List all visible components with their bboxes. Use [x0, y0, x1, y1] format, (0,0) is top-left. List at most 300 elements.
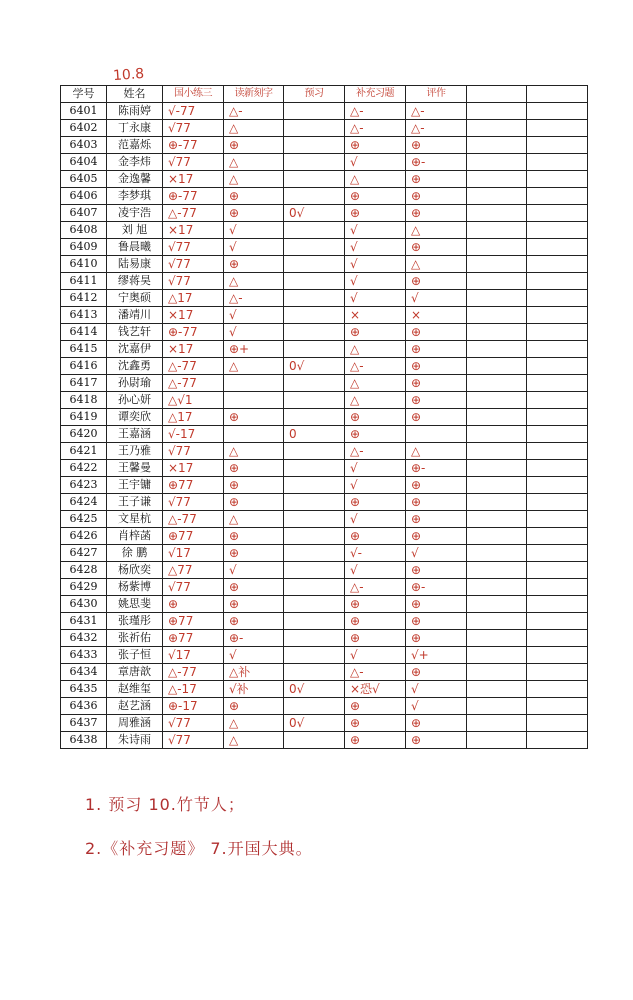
grade-mark [527, 307, 588, 324]
grade-mark: √77 [163, 579, 224, 596]
grade-mark [224, 426, 284, 443]
grade-mark: ⊕77 [163, 613, 224, 630]
grade-mark [527, 715, 588, 732]
grade-mark [527, 562, 588, 579]
grade-mark: √17 [163, 545, 224, 562]
table-row [61, 358, 588, 375]
grade-mark [467, 681, 527, 698]
grade-mark: △- [345, 358, 406, 375]
grade-mark: √ [345, 256, 406, 273]
student-name: 王嘉涵 [107, 426, 163, 443]
grade-mark [284, 137, 345, 154]
table-row [61, 375, 588, 392]
grade-mark [284, 477, 345, 494]
table-row [61, 409, 588, 426]
grade-mark: △-17 [163, 681, 224, 698]
student-id: 6427 [61, 545, 107, 562]
student-name: 刘 旭 [107, 222, 163, 239]
grade-mark: △ [406, 256, 467, 273]
student-id: 6413 [61, 307, 107, 324]
student-id: 6407 [61, 205, 107, 222]
student-id: 6411 [61, 273, 107, 290]
student-name: 姚思斐 [107, 596, 163, 613]
student-id: 6423 [61, 477, 107, 494]
student-name: 杨欣奕 [107, 562, 163, 579]
student-id: 6429 [61, 579, 107, 596]
grade-mark: × [406, 307, 467, 324]
grade-mark: ×17 [163, 307, 224, 324]
grade-mark [527, 222, 588, 239]
student-id: 6437 [61, 715, 107, 732]
grade-mark: △ [224, 120, 284, 137]
student-name: 张祈佑 [107, 630, 163, 647]
student-id: 6414 [61, 324, 107, 341]
grade-mark [467, 375, 527, 392]
student-id: 6430 [61, 596, 107, 613]
grade-mark [527, 528, 588, 545]
grade-mark: △ [224, 443, 284, 460]
grade-mark [467, 409, 527, 426]
grade-mark: √77 [163, 273, 224, 290]
student-id: 6436 [61, 698, 107, 715]
table-row [61, 698, 588, 715]
student-name: 潘靖川 [107, 307, 163, 324]
table-row [61, 426, 588, 443]
grade-mark [284, 103, 345, 120]
grade-mark: ⊕-77 [163, 188, 224, 205]
grade-mark: ⊕-17 [163, 698, 224, 715]
table-row [61, 613, 588, 630]
grade-mark: √ [406, 545, 467, 562]
grade-mark [284, 290, 345, 307]
grade-mark [284, 154, 345, 171]
student-name: 范嘉烁 [107, 137, 163, 154]
grade-mark [527, 103, 588, 120]
table-row [61, 392, 588, 409]
header-hw-4: 补充习题 [345, 86, 406, 103]
grade-mark: ⊕77 [163, 528, 224, 545]
grade-mark: ⊕ [406, 273, 467, 290]
grade-mark [527, 647, 588, 664]
grade-mark: △17 [163, 409, 224, 426]
grade-mark [467, 426, 527, 443]
grade-mark: △- [345, 103, 406, 120]
grade-mark [527, 443, 588, 460]
grade-mark: △- [345, 120, 406, 137]
grade-mark [284, 239, 345, 256]
grade-mark [284, 273, 345, 290]
grade-mark: ⊕ [163, 596, 224, 613]
grade-mark [527, 137, 588, 154]
grade-mark: ⊕ [224, 545, 284, 562]
grade-mark: ⊕ [224, 596, 284, 613]
homework-table [60, 85, 588, 749]
student-name: 沈鑫勇 [107, 358, 163, 375]
student-name: 陆易康 [107, 256, 163, 273]
grade-mark [467, 562, 527, 579]
grade-mark: ⊕ [345, 426, 406, 443]
grade-mark [406, 426, 467, 443]
grade-mark [467, 120, 527, 137]
table-row [61, 545, 588, 562]
grade-mark: △ [224, 511, 284, 528]
grade-mark: △- [345, 579, 406, 596]
grade-mark: △ [406, 222, 467, 239]
student-name: 鲁晨曦 [107, 239, 163, 256]
grade-mark: √补 [224, 681, 284, 698]
table-row [61, 256, 588, 273]
grade-mark [284, 392, 345, 409]
grade-mark: ⊕77 [163, 477, 224, 494]
grade-mark [284, 562, 345, 579]
grade-mark [527, 460, 588, 477]
student-id: 6438 [61, 732, 107, 749]
grade-mark: √77 [163, 732, 224, 749]
grade-mark: √ [224, 562, 284, 579]
grade-mark: √77 [163, 715, 224, 732]
grade-mark: √77 [163, 256, 224, 273]
grade-mark [284, 596, 345, 613]
student-id: 6412 [61, 290, 107, 307]
grade-mark: ⊕ [224, 528, 284, 545]
grade-mark [467, 137, 527, 154]
header-hw-1: 国小练三 [163, 86, 224, 103]
table-row [61, 239, 588, 256]
grade-mark [467, 222, 527, 239]
grade-mark: ⊕- [406, 579, 467, 596]
grade-mark: ×恐√ [345, 681, 406, 698]
student-id: 6417 [61, 375, 107, 392]
table-row [61, 222, 588, 239]
table-row [61, 290, 588, 307]
grade-mark: ⊕ [406, 664, 467, 681]
grade-mark [467, 664, 527, 681]
grade-mark [467, 596, 527, 613]
grade-mark: △- [345, 443, 406, 460]
student-id: 6409 [61, 239, 107, 256]
date-note: 10.8 [112, 65, 145, 85]
grade-mark [527, 579, 588, 596]
grade-mark: √ [345, 562, 406, 579]
student-id: 6418 [61, 392, 107, 409]
grade-mark: √ [345, 222, 406, 239]
grade-mark: √77 [163, 494, 224, 511]
table-row [61, 630, 588, 647]
grade-mark: △ [345, 341, 406, 358]
table-row [61, 715, 588, 732]
grade-mark [284, 698, 345, 715]
grade-mark: √77 [163, 443, 224, 460]
grade-mark: √ [224, 647, 284, 664]
grade-mark: △- [345, 664, 406, 681]
grade-mark: △ [345, 171, 406, 188]
grade-mark: ⊕ [406, 732, 467, 749]
grade-mark: ⊕77 [163, 630, 224, 647]
student-name: 缪蒋昊 [107, 273, 163, 290]
table-row [61, 732, 588, 749]
grade-mark [284, 528, 345, 545]
grade-mark: √ [224, 239, 284, 256]
grade-mark: ⊕ [345, 494, 406, 511]
student-id: 6415 [61, 341, 107, 358]
grade-mark: △ [345, 392, 406, 409]
student-id: 6410 [61, 256, 107, 273]
grade-mark [527, 392, 588, 409]
student-name: 杨紫博 [107, 579, 163, 596]
grade-mark [467, 443, 527, 460]
grade-mark: △ [224, 358, 284, 375]
table-row [61, 205, 588, 222]
grade-mark [527, 290, 588, 307]
student-name: 孙尉瑜 [107, 375, 163, 392]
grade-mark: ⊕ [224, 613, 284, 630]
grade-mark [284, 613, 345, 630]
grade-mark [527, 698, 588, 715]
grade-mark [284, 120, 345, 137]
header-student-id: 学号 [61, 86, 107, 103]
grade-mark [284, 341, 345, 358]
student-name: 张瑾彤 [107, 613, 163, 630]
grade-mark [527, 256, 588, 273]
student-name: 钱艺轩 [107, 324, 163, 341]
student-name: 周雅涵 [107, 715, 163, 732]
grade-mark: ⊕ [406, 171, 467, 188]
grade-mark: ⊕-77 [163, 324, 224, 341]
student-name: 文星杭 [107, 511, 163, 528]
student-name: 朱诗雨 [107, 732, 163, 749]
grade-mark: △-77 [163, 205, 224, 222]
grade-mark [467, 392, 527, 409]
grade-mark [527, 409, 588, 426]
student-id: 6408 [61, 222, 107, 239]
grade-mark: ⊕+ [224, 341, 284, 358]
grade-mark: △- [224, 290, 284, 307]
note-preview: 1. 预习 10.竹节人； [85, 795, 245, 814]
grade-mark [467, 358, 527, 375]
student-name: 赵维玺 [107, 681, 163, 698]
grade-mark: √ [345, 239, 406, 256]
table-row [61, 511, 588, 528]
grade-mark: △ [224, 715, 284, 732]
grade-mark [467, 477, 527, 494]
student-name: 宁奥硕 [107, 290, 163, 307]
grade-mark [284, 222, 345, 239]
student-name: 沈嘉伊 [107, 341, 163, 358]
student-id: 6434 [61, 664, 107, 681]
table-row [61, 103, 588, 120]
student-id: 6422 [61, 460, 107, 477]
grade-mark [527, 273, 588, 290]
table-row [61, 120, 588, 137]
grade-mark: △-77 [163, 511, 224, 528]
grade-mark [527, 511, 588, 528]
grade-mark [527, 239, 588, 256]
grade-mark: ⊕ [224, 137, 284, 154]
student-name: 章唐歆 [107, 664, 163, 681]
grade-mark: △17 [163, 290, 224, 307]
grade-mark: √+ [406, 647, 467, 664]
grade-mark [284, 579, 345, 596]
table-row [61, 188, 588, 205]
grade-mark [467, 273, 527, 290]
grade-mark: △77 [163, 562, 224, 579]
grade-mark: √- [345, 545, 406, 562]
grade-mark [527, 358, 588, 375]
student-name: 陈雨婷 [107, 103, 163, 120]
table-row [61, 579, 588, 596]
grade-mark: √ [345, 460, 406, 477]
grade-mark: ⊕ [345, 698, 406, 715]
grade-mark [527, 477, 588, 494]
grade-mark [467, 579, 527, 596]
grade-mark [527, 205, 588, 222]
grade-mark: √77 [163, 154, 224, 171]
grade-mark [467, 613, 527, 630]
grade-mark [284, 375, 345, 392]
grade-mark: △ [345, 375, 406, 392]
student-id: 6401 [61, 103, 107, 120]
grade-mark: △-77 [163, 664, 224, 681]
grade-mark: ⊕ [345, 324, 406, 341]
grade-mark: ⊕ [406, 375, 467, 392]
grade-mark: ⊕ [345, 596, 406, 613]
grade-mark: ×17 [163, 222, 224, 239]
student-id: 6406 [61, 188, 107, 205]
grade-mark: ⊕ [345, 528, 406, 545]
grade-mark: 0 [284, 426, 345, 443]
grade-mark [467, 239, 527, 256]
grade-mark [527, 341, 588, 358]
student-id: 6405 [61, 171, 107, 188]
student-name: 赵艺涵 [107, 698, 163, 715]
grade-mark: √ [224, 324, 284, 341]
grade-mark [467, 256, 527, 273]
grade-mark: △- [406, 103, 467, 120]
grade-mark [527, 613, 588, 630]
grade-mark: ⊕ [406, 324, 467, 341]
table-row [61, 477, 588, 494]
grade-mark: 0√ [284, 358, 345, 375]
grade-mark: ⊕ [224, 494, 284, 511]
student-id: 6435 [61, 681, 107, 698]
grade-mark: △补 [224, 664, 284, 681]
student-id: 6420 [61, 426, 107, 443]
grade-mark [527, 426, 588, 443]
grade-mark: ⊕ [406, 511, 467, 528]
grade-mark [224, 392, 284, 409]
grade-mark [284, 630, 345, 647]
grade-mark [467, 290, 527, 307]
student-id: 6403 [61, 137, 107, 154]
grade-mark: ⊕ [406, 188, 467, 205]
grade-mark: √ [345, 273, 406, 290]
grade-mark [527, 171, 588, 188]
grade-mark [527, 630, 588, 647]
student-name: 王子谦 [107, 494, 163, 511]
grade-mark: 0√ [284, 681, 345, 698]
grade-mark [527, 596, 588, 613]
student-name: 王宇镛 [107, 477, 163, 494]
grade-mark: △ [224, 273, 284, 290]
student-name: 孙心妍 [107, 392, 163, 409]
grade-mark: ⊕ [406, 630, 467, 647]
grade-mark [467, 528, 527, 545]
grade-mark [467, 511, 527, 528]
grade-mark [467, 171, 527, 188]
grade-mark [284, 545, 345, 562]
grade-mark [527, 545, 588, 562]
grade-mark: ⊕ [406, 596, 467, 613]
grade-mark [527, 324, 588, 341]
table-row [61, 307, 588, 324]
grade-mark [284, 647, 345, 664]
grade-mark: △-77 [163, 358, 224, 375]
grade-mark [527, 154, 588, 171]
grade-mark: ⊕ [345, 715, 406, 732]
grade-mark: ⊕ [406, 409, 467, 426]
student-id: 6425 [61, 511, 107, 528]
grade-mark: × [345, 307, 406, 324]
table-row [61, 324, 588, 341]
grade-mark: √ [345, 154, 406, 171]
student-id: 6428 [61, 562, 107, 579]
grade-mark: ×17 [163, 171, 224, 188]
header-blank-1 [467, 86, 527, 103]
grade-mark: ⊕ [406, 494, 467, 511]
student-name: 肖梓菡 [107, 528, 163, 545]
grade-mark: ⊕- [406, 460, 467, 477]
grade-mark: √ [345, 290, 406, 307]
grade-mark: ⊕ [224, 256, 284, 273]
grade-mark [467, 732, 527, 749]
grade-mark [284, 443, 345, 460]
grade-mark: ⊕- [224, 630, 284, 647]
table-row [61, 596, 588, 613]
grade-mark [467, 647, 527, 664]
grade-mark: ⊕ [406, 358, 467, 375]
student-id: 6426 [61, 528, 107, 545]
grade-mark: ⊕ [345, 613, 406, 630]
student-name: 王乃雅 [107, 443, 163, 460]
grade-mark: ⊕ [345, 732, 406, 749]
grade-mark [224, 375, 284, 392]
table-row [61, 137, 588, 154]
table-row [61, 681, 588, 698]
grade-mark [284, 494, 345, 511]
grade-mark [284, 188, 345, 205]
grade-mark: √ [406, 290, 467, 307]
student-id: 6419 [61, 409, 107, 426]
table-row [61, 460, 588, 477]
student-name: 徐 鹏 [107, 545, 163, 562]
student-name: 金李炜 [107, 154, 163, 171]
grade-mark [467, 307, 527, 324]
grade-mark: √ [224, 222, 284, 239]
grade-mark [284, 732, 345, 749]
grade-mark: √-17 [163, 426, 224, 443]
student-id: 6402 [61, 120, 107, 137]
grade-mark [467, 494, 527, 511]
grade-mark: ×17 [163, 460, 224, 477]
grade-mark: 0√ [284, 715, 345, 732]
grade-mark: 0√ [284, 205, 345, 222]
grade-mark [284, 511, 345, 528]
table-row [61, 562, 588, 579]
grade-mark [467, 715, 527, 732]
grade-mark: √ [406, 681, 467, 698]
grade-mark: ⊕ [224, 579, 284, 596]
grade-mark: ⊕ [406, 528, 467, 545]
